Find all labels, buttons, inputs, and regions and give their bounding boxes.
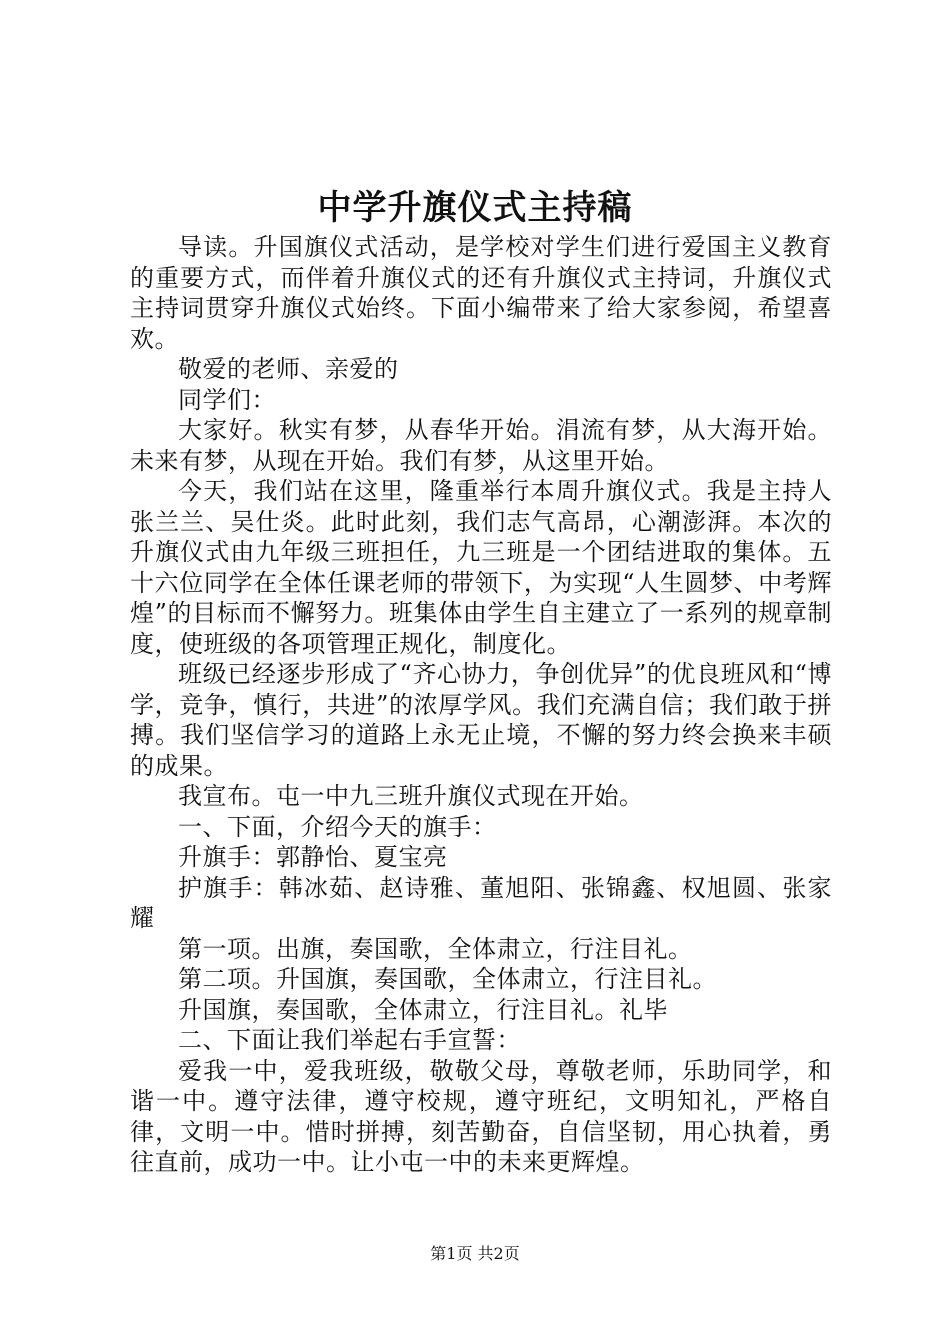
paragraph-flag-raisers: 升旗手：郭静怡、夏宝亮	[178, 843, 448, 871]
page-footer: 第1页 共2页	[430, 1244, 520, 1263]
paragraph-salutation-2: 同学们：	[178, 385, 276, 414]
paragraph-flag-bearers-heading: 一、下面，介绍今天的旗手：	[178, 812, 497, 841]
paragraph-oath: 爱我一中，爱我班级，敬敬父母，尊敬老师，乐助同学，和谐一中。遵守法律，遵守校规，遵守班纪，文明知礼，严格自律，文明一中。惜时拼搏，刻苦勤奋，自信坚韧，用心执着，勇往直前，成功一中。让小屯一中的未来更辉煌。	[130, 1056, 832, 1176]
paragraph-item-1: 第一项。出旗，奏国歌，全体肃立，行注目礼。	[178, 934, 693, 963]
paragraph-class-style: 班级已经逐步形成了“齐心协力，争创优异”的优良班风和“博学，竞争，慎行，共进”的浓厚学风。我们充满自信；我们敢于拼搏。我们坚信学习的道路上永无止境，不懈的努力终会换来丰硕的成果。	[130, 660, 832, 780]
paragraph-flag-guards: 护旗手：韩冰茹、赵诗雅、董旭阳、张锦鑫、权旭圆、张家耀	[130, 873, 832, 932]
paragraph-greeting: 大家好。秋实有梦，从春华开始。涓流有梦，从大海开始。未来有梦，从现在开始。我们有梦，从这里开始。	[130, 416, 832, 475]
paragraph-salutation-1: 敬爱的老师、亲爱的	[178, 355, 399, 383]
document-body	[130, 232, 832, 1178]
paragraph-intro: 导读。升国旗仪式活动，是学校对学生们进行爱国主义教育的重要方式，而伴着升旗仪式的还有升旗仪式主持词，升旗仪式主持词贯穿升旗仪式始终。下面小编带来了给大家参阅，希望喜欢。	[130, 233, 832, 353]
paragraph-oath-heading: 二、下面让我们举起右手宣誓：	[178, 1026, 521, 1054]
paragraph-item-2: 第二项。升国旗，奏国歌，全体肃立，行注目礼。	[178, 965, 717, 993]
document-title: 中学升旗仪式主持稿	[317, 188, 633, 228]
paragraph-host-intro: 今天，我们站在这里，隆重举行本周升旗仪式。我是主持人张兰兰、吴仕炎。此时此刻，我们志气高昂，心潮澎湃。本次的升旗仪式由九年级三班担任，九三班是一个团结进取的集体。五十六位同学在全体任课老师的带领下，为实现“人生圆梦、中考辉煌”的目标而不懈努力。班集体由学生自主建立了一系列的规章制度，使班级的各项管理正规化，制度化。	[130, 477, 832, 658]
paragraph-ceremony-end: 升国旗，奏国歌，全体肃立，行注目礼。礼毕	[178, 995, 668, 1024]
paragraph-announcement: 我宣布。屯一中九三班升旗仪式现在开始。	[178, 782, 644, 810]
